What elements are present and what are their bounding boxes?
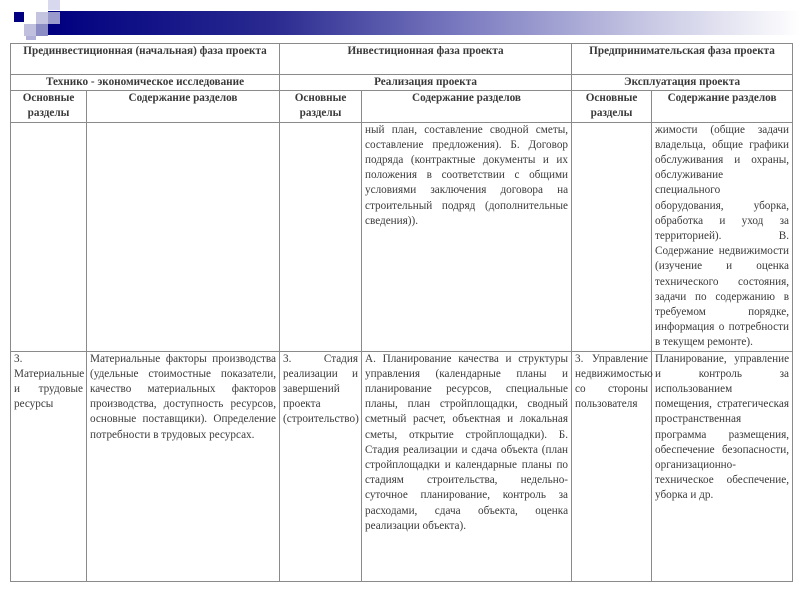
decor-square [26,36,36,40]
phase-entrepreneurial: Предпринимательская фаза проекта [572,44,793,75]
phase-investment: Инвестиционная фаза проекта [280,44,572,75]
table-cell: жимости (общие задачи владельца, общие графики обслуживания и охраны, обслуживание специального оборудования, уборка, обработка и уход за территорией). В. Содержание недвижимости (изучение и оценка технического состояния, задачи по содержанию в требуемом порядке, информация о потребности в текущем ремонте). [652,122,793,351]
table-row [11,122,793,351]
slide-header-banner [48,11,800,35]
decor-square [48,0,60,10]
decor-square [14,12,24,22]
subphase-operation: Эксплуатация проекта [572,75,793,91]
project-phases-table [10,43,793,582]
table-cell [11,122,87,351]
table-cell [280,122,362,351]
phase-preinvestment: Прединвестиционная (начальная) фаза проекта [11,44,280,75]
table-cell [87,122,280,351]
subphase-feasibility: Технико - экономическое исследование [11,75,280,91]
phase-header-row [11,44,793,75]
table-cell [572,122,652,351]
table-cell: А. Планирование качества и структуры управления (календарные планы и планирование ресурсов, специальные планы, план стройплощадки, сводный сметный расчет, объектная и локальная сметы, открытие стройплощадки). Б. Стадия реализации и сдача объекта (план стройплощадки и календарные планы по стадиям строительства, недельно-суточное планирование, контроль за расходами, сдача объекта, оценка реализации объекта). [362,351,572,581]
column-header: Основные разделы [11,91,87,122]
table-cell: Планирование, управление и контроль за использованием помещения, стратегическая пространственная программа размещения, обеспечение безопасности, организационно-техническое обеспечение, уборка и др. [652,351,793,581]
table-cell: ный план, составление сводной сметы, составление предложения). Б. Договор подряда (контрактные документы и их положения в соответствии с общими условиями заключения договора на строительный подряд (дополнительные сведения)). [362,122,572,351]
table-cell: Материальные факторы производства (удельные стоимостные показатели, качество материальных факторов производства, доступность ресурсов, основные поставщики). Определение потребности в трудовых ресурсах. [87,351,280,581]
column-header: Основные разделы [280,91,362,122]
subphase-implementation: Реализация проекта [280,75,572,91]
table-cell: 3. Стадия реализации и завершений проекта (строительство) [280,351,362,581]
column-header: Основные разделы [572,91,652,122]
table-row [11,351,793,581]
table-cell: 3. Управление недвижимостью со стороны пользователя [572,351,652,581]
column-header: Содержание разделов [87,91,280,122]
column-header-row [11,91,793,122]
subphase-header-row [11,75,793,91]
column-header: Содержание разделов [362,91,572,122]
table-cell: 3. Материальные и трудовые ресурсы [11,351,87,581]
decor-square [48,12,60,24]
decor-square [36,24,48,36]
decor-square [24,24,36,36]
column-header: Содержание разделов [652,91,793,122]
